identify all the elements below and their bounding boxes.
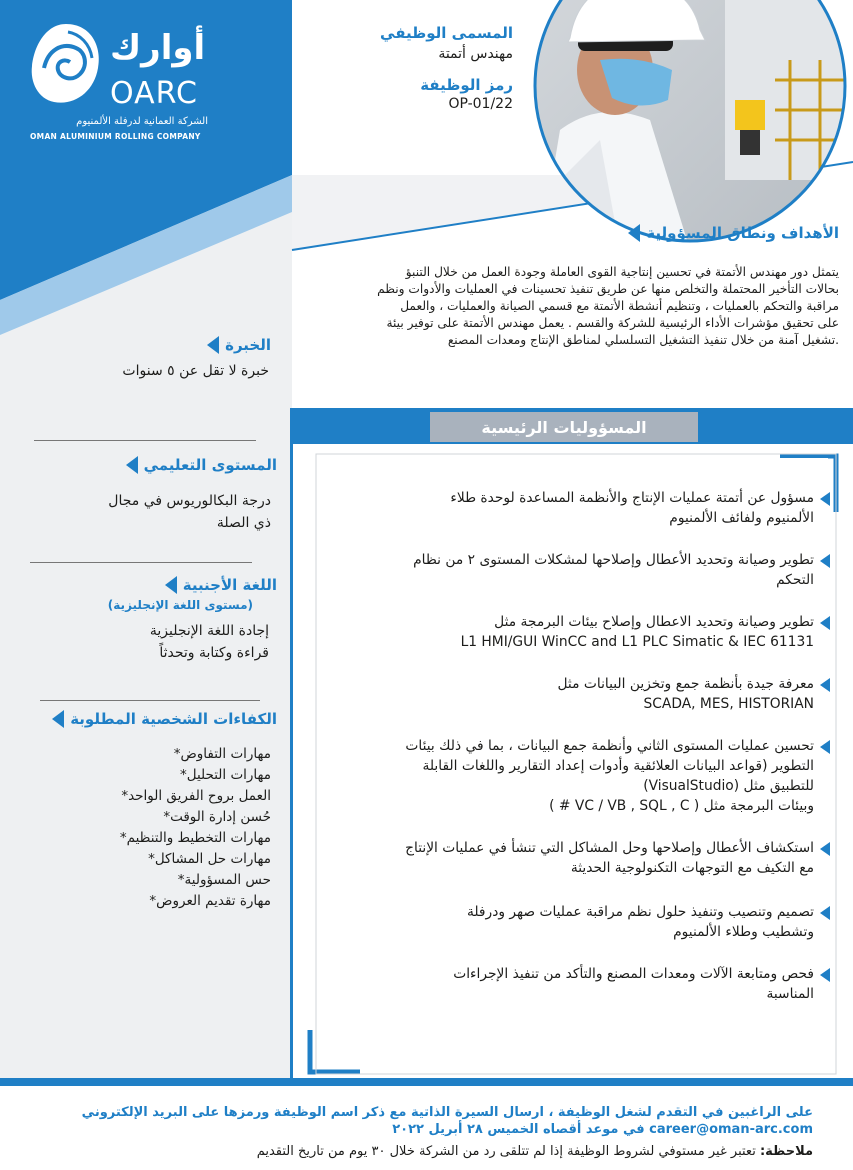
language-subheading: (مستوى اللغة الإنجليزية)	[107, 598, 253, 612]
logo-mark-icon	[28, 22, 104, 108]
objectives-paragraph	[299, 264, 839, 349]
objectives-heading-text: الأهداف ونطاق المسؤولية	[646, 224, 839, 242]
responsibility-item: تطوير وصيانة وتحديد الأعطال وإصلاحها لمشكلات المستوى ٢ من نظام التحكم	[334, 550, 814, 590]
divider	[30, 562, 252, 563]
triangle-bullet-icon	[820, 842, 830, 856]
list-item: مهارات التفاوض*	[173, 746, 271, 762]
education-line: درجة البكالوريوس في مجال	[108, 493, 271, 509]
responsibility-item: معرفة جيدة بأنظمة جمع وتخزين البيانات مثل SCADA, MES, HISTORIAN	[334, 674, 814, 714]
triangle-bullet-icon	[820, 740, 830, 754]
responsibilities-banner: المسؤوليات الرئيسية	[430, 412, 698, 442]
triangle-bullet-icon	[628, 224, 640, 242]
logo-company-ar: الشركة العمانية لدرفلة الألمنيوم	[76, 116, 208, 127]
divider	[34, 440, 256, 441]
responsibility-item: تحسين عمليات المستوى الثاني وأنظمة جمع البيانات ، بما في ذلك بيئات التطوير (قواعد البيانات العلائقية وأدوات إعداد التقارير واللغات القابلة للتطبيق مثل (VisualStudio) وبيئات البرمجة مثل ( VC / VB , SQL , C # )	[334, 736, 814, 816]
divider	[40, 700, 260, 701]
list-item: مهارات حل المشاكل*	[148, 851, 271, 867]
note-label: ملاحظة:	[759, 1144, 813, 1159]
triangle-bullet-icon	[165, 576, 177, 594]
triangle-bullet-icon	[820, 492, 830, 506]
language-line: قراءة وكتابة وتحدثاً	[159, 645, 269, 661]
language-text	[29, 620, 269, 664]
triangle-bullet-icon	[820, 678, 830, 692]
responsibility-item: مسؤول عن أتمتة عمليات الإنتاج والأنظمة المساعدة لوحدة طلاء الألمنيوم ولفائف الألمنيوم	[334, 488, 814, 528]
job-code-label: رمز الوظيفة	[420, 76, 513, 94]
responsibility-item: فحص ومتابعة الآلات ومعدات المصنع والتأكد من تنفيذ الإجراءات المناسبة	[334, 964, 814, 1004]
objectives-heading	[628, 224, 839, 242]
responsibility-item: تصميم وتنصيب وتنفيذ حلول نظم مراقبة عمليات صهر ودرفلة وتشطيب وطلاء الألمنيوم	[334, 902, 814, 942]
list-item: مهارات التحليل*	[179, 767, 271, 783]
competencies-list	[31, 744, 271, 912]
logo-name-en: OARC	[110, 76, 198, 111]
objectives-line: مراقبة والتحكم بالعمليات ، وتنظيم أنشطة الأتمتة مع قسمي الصيانة والعمليات ، والعمل	[400, 299, 839, 313]
triangle-bullet-icon	[820, 616, 830, 630]
footer-apply-text	[13, 1104, 813, 1138]
education-text	[31, 490, 271, 534]
job-code-value: OP-01/22	[448, 96, 513, 112]
company-logo	[22, 18, 222, 141]
education-line: ذي الصلة	[216, 515, 271, 531]
experience-heading	[207, 336, 271, 354]
education-heading	[126, 456, 277, 474]
competencies-heading	[52, 710, 277, 728]
note-text: تعتبر غير مستوفي لشروط الوظيفة إذا لم تتلقى رد من الشركة خلال ٣٠ يوم من تاريخ التقديم	[256, 1144, 756, 1159]
responsibility-item: استكشاف الأعطال وإصلاحها وحل المشاكل التي تنشأ في عمليات الإنتاج مع التكيف مع التوجهات التكنولوجية الحديثة	[334, 838, 814, 878]
competencies-heading-text: الكفاءات الشخصية المطلوبة	[70, 710, 277, 728]
footer-email-line[interactable]: career@oman-arc.com في موعد أقصاه الخميس ٢٨ أبريل ٢٠٢٢	[392, 1122, 813, 1137]
job-title-block	[313, 24, 513, 112]
language-heading	[165, 576, 277, 594]
objectives-line: على تحقيق مؤشرات الأداء الرئيسية للشركة والقسم . يعمل مهندس الأتمتة على توفير بيئة	[386, 316, 839, 330]
language-heading-text: اللغة الأجنبية	[182, 576, 277, 594]
list-item: مهارات التخطيط والتنظيم*	[119, 830, 271, 846]
job-title-value: مهندس أتمتة	[438, 46, 513, 62]
triangle-bullet-icon	[52, 710, 64, 728]
triangle-bullet-icon	[820, 554, 830, 568]
responsibility-item: تطوير وصيانة وتحديد الاعطال وإصلاح بيئات البرمجة مثل L1 HMI/GUI WinCC and L1 PLC Simatic & IEC 61131	[334, 612, 814, 652]
triangle-bullet-icon	[126, 456, 138, 474]
triangle-bullet-icon	[820, 968, 830, 982]
objectives-line: .تشغيل آمنة من خلال تنفيذ التشغيل التسلسلي لمناطق الإنتاج ومعدات المصنع	[447, 333, 839, 347]
job-title-label: المسمى الوظيفي	[380, 24, 513, 42]
list-item: العمل بروح الفريق الواحد*	[121, 788, 271, 804]
triangle-bullet-icon	[207, 336, 219, 354]
language-line: إجادة اللغة الإنجليزية	[149, 623, 269, 639]
footer-note	[13, 1144, 813, 1159]
list-item: حس المسؤولية*	[177, 872, 271, 888]
education-heading-text: المستوى التعليمي	[143, 456, 277, 474]
footer-line: على الراغبين في التقدم لشغل الوظيفة ، ارسال السيرة الذاتية مع ذكر اسم الوظيفة ورمزها على البريد الإلكتروني	[81, 1105, 813, 1120]
triangle-bullet-icon	[820, 906, 830, 920]
list-item: مهارة تقديم العروض*	[149, 893, 271, 909]
experience-heading-text: الخبرة	[225, 336, 271, 354]
objectives-line: بحالات التأخير المحتملة والتخلص منها عن طريق تنفيذ تحسينات في العمليات والأدوات ونظم	[377, 282, 839, 296]
logo-company-en: OMAN ALUMINIUM ROLLING COMPANY	[30, 132, 201, 141]
logo-name-ar: أوارك	[110, 28, 206, 68]
responsibilities-box	[318, 458, 828, 1058]
experience-text: خبرة لا تقل عن ٥ سنوات	[122, 363, 269, 379]
list-item: حُسن إدارة الوقت*	[163, 809, 271, 825]
objectives-line: يتمثل دور مهندس الأتمتة في تحسين إنتاجية القوى العاملة وجودة العمل من خلال التنبؤ	[405, 265, 839, 279]
